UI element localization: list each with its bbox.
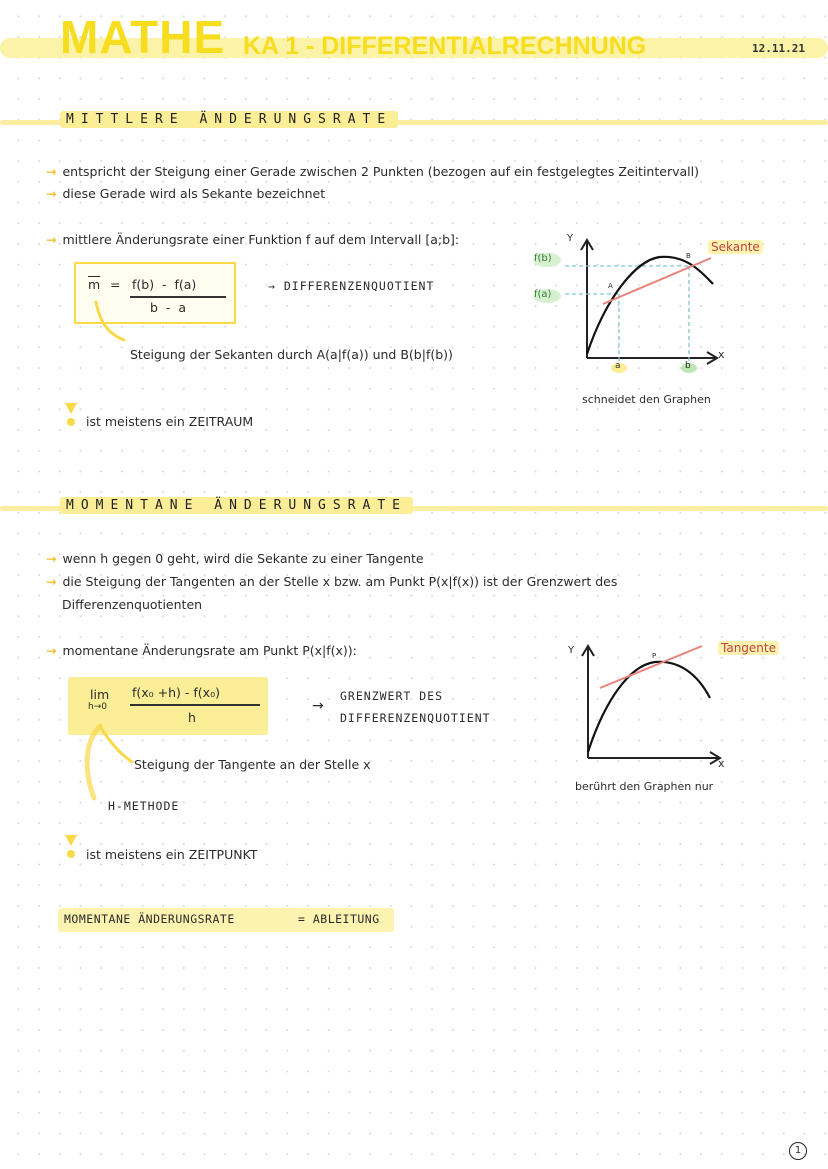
graph1-caption: schneidet den Graphen [582, 393, 711, 406]
attention-icon-2 [64, 834, 78, 860]
section1-bullet3: → mittlere Änderungsrate einer Funktion f auf dem Intervall [a;b]: [46, 232, 460, 247]
formula1-numerator: f(b) - f(a) [132, 277, 197, 292]
section1-bullet1: → entspricht der Steigung einer Gerade zwischen 2 Punkten (bezogen auf ein festgelegtes Zeitintervall) [46, 164, 699, 179]
formula2-note: Steigung der Tangente an der Stelle x [134, 757, 371, 772]
graph2-caption: berührt den Graphen nur [575, 780, 714, 793]
graph1-y-label: Y [567, 233, 574, 244]
graph2-x-label: x [718, 757, 725, 770]
section2-bullet3: → momentane Änderungsrate am Punkt P(x|f(x)): [46, 643, 357, 658]
formula1-fraction-line [130, 296, 226, 298]
formula2-label-line2: DIFFERENZENQUOTIENT [340, 711, 491, 725]
attention-icon [64, 402, 78, 428]
graph2-y-label: Y [568, 645, 575, 656]
graph1-secant-label: Sekante [708, 240, 763, 254]
formula2-lim: lim [90, 687, 110, 702]
graph2-tangent-label: Tangente [718, 641, 779, 655]
section2-bullet1: → wenn h gegen 0 geht, wird die Sekante zu einer Tangente [46, 551, 424, 566]
page-number: 1 [789, 1142, 807, 1160]
graph2-point-p-label: P [652, 652, 657, 660]
formula2-fraction-line [130, 704, 260, 706]
graph1-x-label: x [718, 348, 725, 361]
graph2-tangent-line [600, 646, 702, 688]
header-date: 12.11.21 [752, 42, 805, 55]
formula2-limsub: h→0 [88, 702, 107, 712]
graph2-curve [588, 662, 710, 752]
graph1-tick-b-label: b [685, 361, 691, 371]
section1-bullet2: → diese Gerade wird als Sekante bezeichnet [46, 186, 326, 201]
formula1-mbar: $\overline{m}$ [88, 277, 101, 292]
formula2-denominator: h [188, 710, 196, 725]
graph1-fa-label: f(a) [534, 289, 552, 300]
formula1-label: → DIFFERENZENQUOTIENT [268, 279, 435, 293]
formula1-eq: = [110, 277, 121, 292]
graph1-curve [587, 257, 713, 354]
tangent-graph [560, 640, 780, 770]
formula1-denominator: b - a [150, 300, 186, 315]
formula2-arrow: → [312, 698, 324, 714]
formula2-numerator: f(x₀ +h) - f(x₀) [132, 685, 220, 700]
formula1-curved-arrow [90, 300, 140, 350]
graph1-tick-a-label: a [615, 361, 621, 371]
section2-bullet2: → die Steigung der Tangenten an der Stelle x bzw. am Punkt P(x|f(x)) ist der Grenzwert des [46, 574, 618, 589]
formula2-label-line1: GRENZWERT DES [340, 689, 444, 703]
graph1-point-a-label: A [608, 282, 613, 290]
header-subject: MATHE [60, 11, 226, 63]
header-title: KA 1 - DIFFERENTIALRECHNUNG [243, 32, 647, 60]
section2-note: ist meistens ein ZEITPUNKT [86, 847, 258, 862]
graph1-fb-label: f(b) [534, 253, 552, 264]
section1-title: MITTLERE ÄNDERUNGSRATE [60, 111, 398, 128]
section2-bullet2-continuation: Differenzenquotienten [62, 597, 203, 612]
section2-title: MOMENTANE ÄNDERUNGSRATE [60, 497, 413, 514]
h-method-label: H-METHODE [108, 799, 180, 813]
section1-note: ist meistens ein ZEITRAUM [86, 414, 254, 429]
formula1-note: Steigung der Sekanten durch A(a|f(a)) und B(b|f(b)) [130, 347, 453, 362]
graph1-secant-line [603, 258, 711, 304]
graph1-point-b-label: B [686, 252, 691, 260]
summary-left: MOMENTANE ÄNDERUNGSRATE [64, 912, 235, 926]
summary-right: = ABLEITUNG [298, 912, 380, 926]
